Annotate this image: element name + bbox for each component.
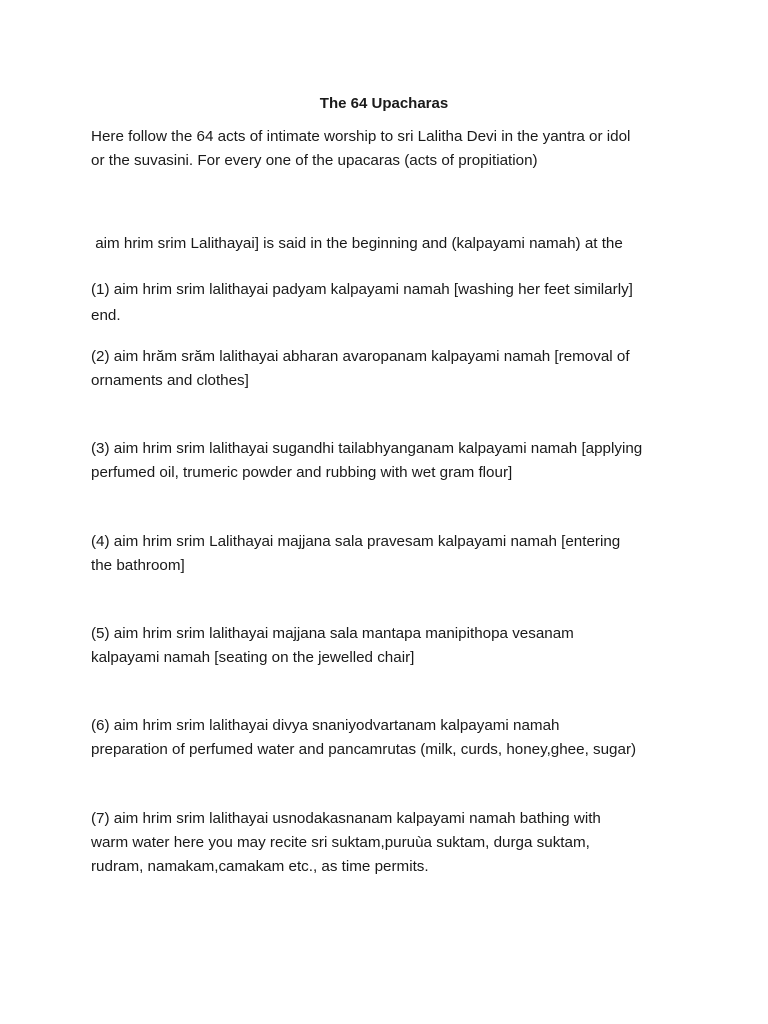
item-line: (3) aim hrim srim lalithayai sugandhi tailabhyanganam kalpayami namah [applying [91, 440, 643, 457]
upachara-item-1 [91, 278, 691, 302]
intro-line: Here follow the 64 acts of intimate worship to sri Lalitha Devi in the yantra or idol [91, 128, 631, 145]
item-line: warm water here you may recite sri suktam,puruùa suktam, durga suktam, [91, 834, 590, 851]
intro-line: end. [91, 307, 121, 324]
item-line: rudram, namakam,camakam etc., as time permits. [91, 858, 429, 875]
item-line: kalpayami namah [seating on the jewelled chair] [91, 649, 415, 666]
item-line: preparation of perfumed water and pancamrutas (milk, curds, honey,ghee, sugar) [91, 741, 637, 758]
item-line: the bathroom] [91, 557, 185, 574]
item-line: (2) aim hrăm srăm lalithayai abharan avaropanam kalpayami namah [removal of [91, 348, 630, 365]
upachara-item-4 [91, 530, 691, 578]
item-line: (7) aim hrim srim lalithayai usnodakasnanam kalpayami namah bathing with [91, 810, 601, 827]
upachara-item-5 [91, 622, 691, 670]
upachara-item-2 [91, 345, 691, 393]
upachara-item-6 [91, 714, 691, 762]
document-title: The 64 Upacharas [319, 95, 449, 112]
item-line: ornaments and clothes] [91, 372, 249, 389]
item-line: (4) aim hrim srim Lalithayai majjana sala pravesam kalpayami namah [entering [91, 533, 621, 550]
upachara-item-3 [91, 437, 691, 485]
item-line: (5) aim hrim srim lalithayai majjana sala mantapa manipithopa vesanam [91, 625, 574, 642]
item-line: perfumed oil, trumeric powder and rubbing with wet gram flour] [91, 464, 513, 481]
intro-line: or the suvasini. For every one of the upacaras (acts of propitiation) [91, 152, 538, 169]
intro-paragraph [91, 125, 691, 173]
upachara-item-7 [91, 807, 691, 879]
item-line: (6) aim hrim srim lalithayai divya snaniyodvartanam kalpayami namah [91, 717, 560, 734]
item-line: (1) aim hrim srim lalithayai padyam kalpayami namah [washing her feet similarly] [91, 281, 633, 298]
intro-line: aim hrim srim Lalithayai] is said in the beginning and (kalpayami namah) at the [91, 235, 623, 252]
